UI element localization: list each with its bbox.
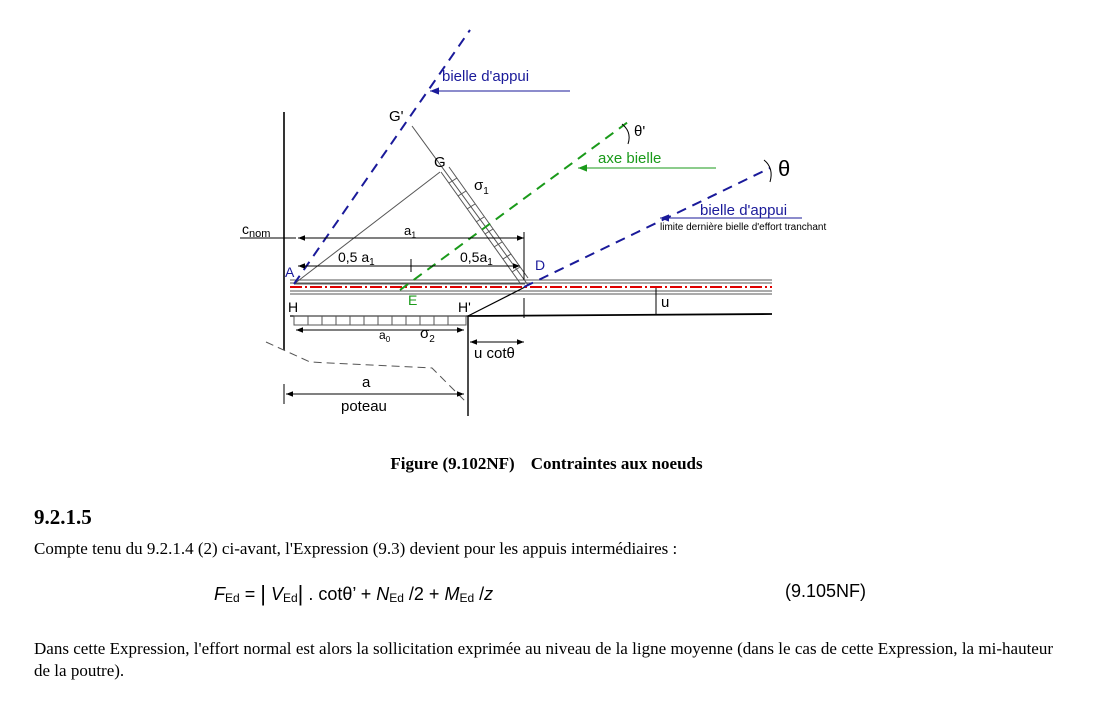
sigma2-hatch — [308, 316, 448, 325]
label-half-a1-right: $0,5a_1$ — [460, 249, 493, 268]
paragraph-intro: Compte tenu du 9.2.1.4 (2) ci-avant, l'Expression (9.3) devient pour les appuis intermédiaires : — [34, 539, 678, 558]
label-theta: θ — [778, 156, 791, 181]
label-e: E — [408, 292, 418, 308]
label-theta-prime: θ' — [634, 123, 646, 140]
label-limite: limite dernière bielle d'effort tranchant — [660, 222, 827, 233]
section-number: 9.2.1.5 — [34, 505, 92, 529]
beam-bottom-line — [468, 314, 772, 316]
label-bielle-appui-top: bielle d'appui — [442, 68, 530, 85]
label-bielle-appui-right: bielle d'appui — [700, 202, 788, 219]
label-axe-bielle: axe bielle — [598, 150, 662, 167]
label-u-cot: u cotθ — [474, 345, 515, 362]
label-d: D — [535, 257, 546, 273]
theta-arc — [764, 160, 771, 182]
label-cnom: $c_{nom}$ — [242, 221, 271, 240]
caption-label: Figure (9.102NF) — [390, 454, 515, 473]
label-a-length: a — [362, 374, 371, 391]
axe-bielle-line — [400, 122, 628, 290]
label-h: H — [288, 299, 299, 315]
figure-caption — [0, 454, 1093, 474]
caption-title: Contraintes aux noeuds — [530, 454, 703, 473]
sigma2-band — [294, 316, 466, 325]
theta-prime-arc — [622, 124, 629, 144]
paragraph-explanation: Dans cette Expression, l'effort normal est alors la sollicitation exprimée au niveau de la ligne moyenne (dans le cas de cette Expression, la mi-hauteur de la poutre). — [34, 639, 1053, 680]
label-half-a1-left: 0,5 $a_1$ — [338, 249, 375, 268]
equation-number: (9.105NF) — [785, 581, 867, 601]
label-a1: $a_1$ — [404, 223, 417, 240]
label-g-prime: G' — [389, 108, 404, 125]
label-a0: $a_0$ — [379, 328, 391, 344]
column-break-line — [266, 342, 468, 404]
label-h-prime: H' — [458, 299, 471, 315]
label-sigma1: $\sigma_1$ — [474, 177, 489, 197]
label-a: A — [285, 264, 295, 280]
label-poteau: poteau — [341, 398, 387, 415]
equation: $F_{Ed}$ = | $V_{Ed}|$ . cotθ’ + $N_{Ed}$ $/2 + M_{Ed}$ /z — [214, 581, 494, 606]
line-a-g — [294, 172, 440, 284]
label-sigma2: $\sigma_2$ — [420, 325, 435, 345]
label-u: u — [661, 294, 670, 311]
label-g: G — [434, 154, 446, 171]
